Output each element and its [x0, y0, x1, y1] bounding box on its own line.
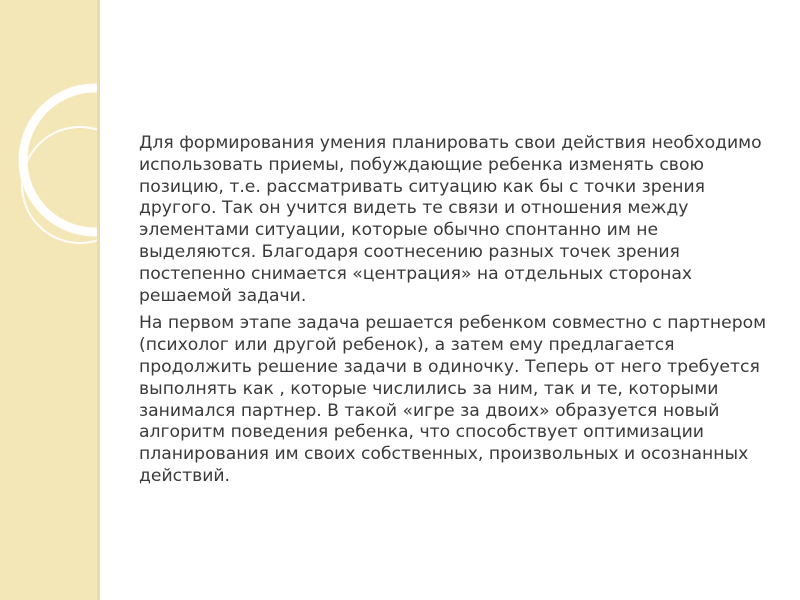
paragraph-1: Для формирования умения планировать свои действия необходимо использовать приемы, побуждающие ребенка изменять свою позицию, т.е. рассматривать ситуацию как бы с точки зрения другого. Так он учится видеть те связи и отношения между элементами ситуации, которые обычно спонтанно им не выделяются. Благодаря соотнесению разных точек зрения постепенно снимается «центрация» на отдельных сторонах решаемой задачи. — [139, 133, 762, 306]
side-panel-border — [97, 0, 100, 600]
paragraph-2: На первом этапе задача решается ребенком совместно с партнером (психолог или другой ребенок), а затем ему предлагается продолжить решение задачи в одиночку. Теперь от него требуется выполнять как , которые числились за ним, так и те, которыми занимался партнер. В такой «игре за двоих» образуется новый алгоритм поведения ребенка, что способствует оптимизации планирования им своих собственных, произвольных и осознанных действий. — [139, 313, 767, 486]
decorative-side-panel — [0, 0, 97, 600]
decorative-circles — [0, 0, 97, 600]
slide-body — [139, 133, 779, 494]
